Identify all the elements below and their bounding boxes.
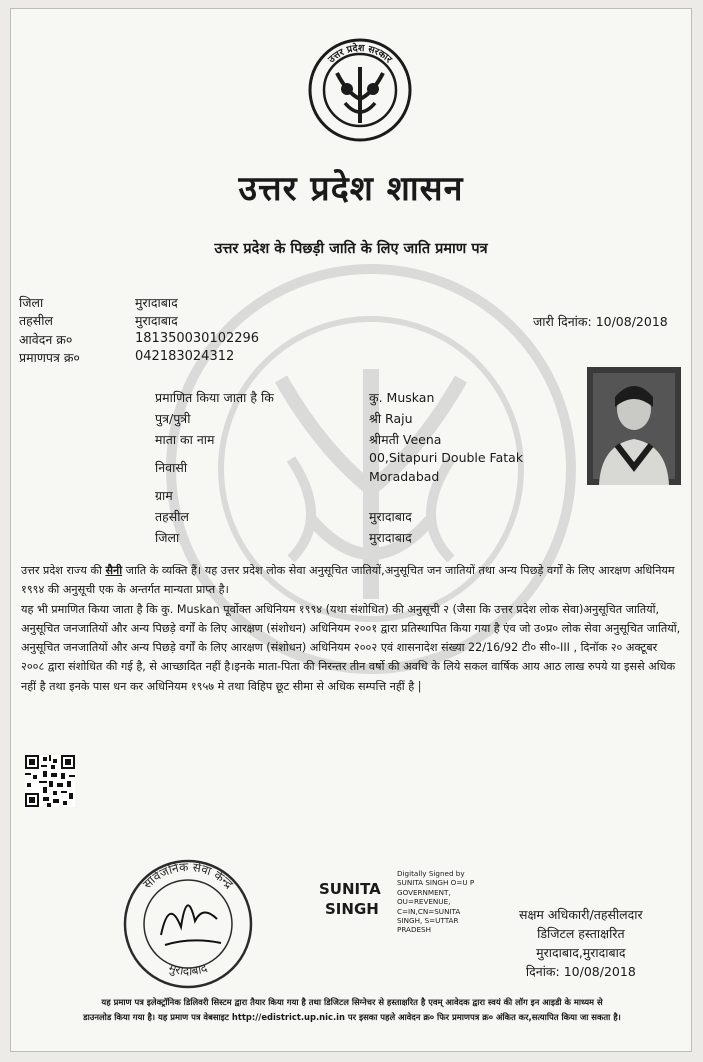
footer-note bbox=[19, 995, 685, 1025]
address-line-1: 00,Sitapuri Double Fatak bbox=[369, 450, 524, 465]
relation-label: पुत्र/पुत्री bbox=[155, 411, 191, 426]
signer-last-name: SINGH bbox=[325, 900, 379, 918]
svg-text:सार्वजनिक सेवा केन्द्र: सार्वजनिक सेवा केन्द्र bbox=[140, 859, 236, 892]
officer-title: सक्षम अधिकारी/तहसीलदार bbox=[519, 907, 643, 922]
village-label: ग्राम bbox=[155, 488, 173, 503]
district-detail-label: जिला bbox=[155, 530, 180, 545]
district-label: जिला bbox=[19, 295, 44, 310]
tehsil-detail-value: मुरादाबाद bbox=[369, 509, 412, 524]
mother-label: माता का नाम bbox=[155, 432, 215, 447]
sig-meta-line: Digitally Signed by bbox=[397, 869, 465, 878]
tehsil-label: तहसील bbox=[19, 313, 53, 328]
father-name: श्री Raju bbox=[369, 411, 413, 426]
sig-meta-line: GOVERNMENT, bbox=[397, 887, 451, 897]
sig-meta-line: SINGH, S=UTTAR bbox=[397, 916, 459, 926]
body-paragraph-2: यह भी प्रमाणित किया जाता है कि कु. Muskan पूर्वोक्त अधिनियम १९९४ (यथा संशोधित) की अनुसूची २ (जैसा कि उत्तर प्रदेश लोक सेवा)अनुसूचित जातियों, अनुसूचित जनजातियों और अन्य पिछड़े वर्गों के लिए आरक्षण (संशोधन) अधिनियम २००१ द्वारा प्रतिस्थापित किया गया है एंव जो उ०प्र० लोक सेवा अनुसूचित जातियों, अनुसूचित जनजातियों और अन्य पिछड़े वर्गों के लिए आरक्षण (संशोधन) अधिनियम २००२ एवं शासनादेश संख्या 22/16/92 टी० सी०-III , दिनॉक २० अक्टूबर २००८ द्वारा संशोधित की गई है, से आच्छादित नहीं है।इनके माता-पिता की निरन्तर तीन वर्षो की अवधि के लिये सकल वार्षिक आय आठ लाख रुपये या इससे अधिक नहीं है तथा इनके पास धन कर अधिनियम १९५७ मे तथा विहिप छूट सीमा से अधिक सम्पत्ति नहीं है | bbox=[21, 602, 681, 693]
certificate-no-value: 042183024312 bbox=[135, 349, 235, 364]
caste-name: सैनी bbox=[105, 564, 123, 577]
officer-place: मुरादाबाद,मुरादाबाद bbox=[536, 945, 626, 960]
tehsil-value: मुरादाबाद bbox=[135, 313, 178, 328]
resident-label: निवासी bbox=[155, 460, 188, 475]
digital-signature-details bbox=[397, 869, 474, 935]
digitally-signed-text: डिजिटल हस्ताक्षरित bbox=[537, 926, 625, 941]
qr-code bbox=[25, 755, 75, 807]
officer-date bbox=[519, 962, 643, 981]
mother-name: श्रीमती Veena bbox=[369, 432, 442, 447]
applicant-photo bbox=[587, 367, 681, 485]
svg-text:मुरादाबाद: मुरादाबाद bbox=[166, 960, 210, 979]
sig-meta-line: OU=REVENUE, bbox=[397, 897, 451, 907]
officer-date-value: 10/08/2018 bbox=[563, 964, 636, 979]
page-title: उत्तर प्रदेश शासन bbox=[238, 169, 464, 209]
digital-signer-name bbox=[319, 879, 381, 919]
applicant-name: कु. Muskan bbox=[369, 390, 435, 405]
sig-meta-line: C=IN,CN=SUNITA bbox=[397, 906, 461, 916]
footer-line-1: यह प्रमाण पत्र इलेक्ट्रॉनिक डिलिवरी सिस्टम द्वारा तैयार किया गया है तथा डिजिटल सिग्नेचर से हस्ताक्षरित है एवम् आवेदक द्वारा स्वयं की लॉग इन आइडी के माध्यम से bbox=[101, 997, 603, 1007]
certificate-subtitle: उत्तर प्रदेश के पिछड़ी जाति के लिए जाति प्रमाण पत्र bbox=[214, 241, 488, 257]
issue-date bbox=[533, 313, 668, 330]
application-no-value: 181350030102296 bbox=[135, 331, 260, 346]
district-detail-value: मुरादाबाद bbox=[369, 530, 412, 545]
issue-date-label: जारी दिनांक: bbox=[533, 314, 592, 329]
district-value: मुरादाबाद bbox=[135, 295, 178, 310]
sig-meta-line: PRADESH bbox=[397, 925, 431, 935]
svg-text:उत्तर प्रदेश सरकार: उत्तर प्रदेश सरकार bbox=[326, 42, 394, 66]
application-no-label: आवेदन क्र० bbox=[19, 332, 73, 347]
tehsil-detail-label: तहसील bbox=[155, 509, 189, 524]
issue-date-value: 10/08/2018 bbox=[595, 314, 668, 329]
certified-label: प्रमाणित किया जाता है कि bbox=[155, 390, 274, 405]
officer-block bbox=[519, 905, 643, 981]
body-p1-start: उत्तर प्रदेश राज्य की bbox=[21, 564, 106, 577]
footer-line-2: डाउनलोड किया गया है। यह प्रमाण पत्र वेबसाइट http://edistrict.up.nic.in पर इसका पहले आवेदन क्र० फिर प्रमाणपत्र क्र० अंकित कर,सत्यापित किया जा सकता है। bbox=[83, 1012, 621, 1022]
sig-meta-line: SUNITA SINGH O=U P bbox=[397, 878, 475, 888]
certificate-no-label: प्रमाणपत्र क्र० bbox=[19, 350, 80, 365]
body-p1-end: जाति के व्यक्ति हैं। यह उत्तर प्रदेश लोक सेवा अनुसूचित जातियों,अनुसूचित जन जातियों तथा अन्य पिछड़े वर्गों के लिए आरक्षण अधिनियम १९९४ की अनुसूची एक के अन्तर्गत मान्यता प्राप्त है। bbox=[21, 564, 675, 597]
certificate-body bbox=[21, 561, 683, 696]
office-seal-stamp bbox=[121, 857, 255, 991]
state-emblem-icon bbox=[307, 37, 413, 143]
signer-first-name: SUNITA bbox=[319, 880, 381, 898]
body-paragraph-1 bbox=[21, 561, 683, 600]
officer-date-label: दिनांक: bbox=[525, 964, 560, 979]
address-line-2: Moradabad bbox=[369, 469, 440, 484]
certificate-page bbox=[10, 8, 692, 1052]
